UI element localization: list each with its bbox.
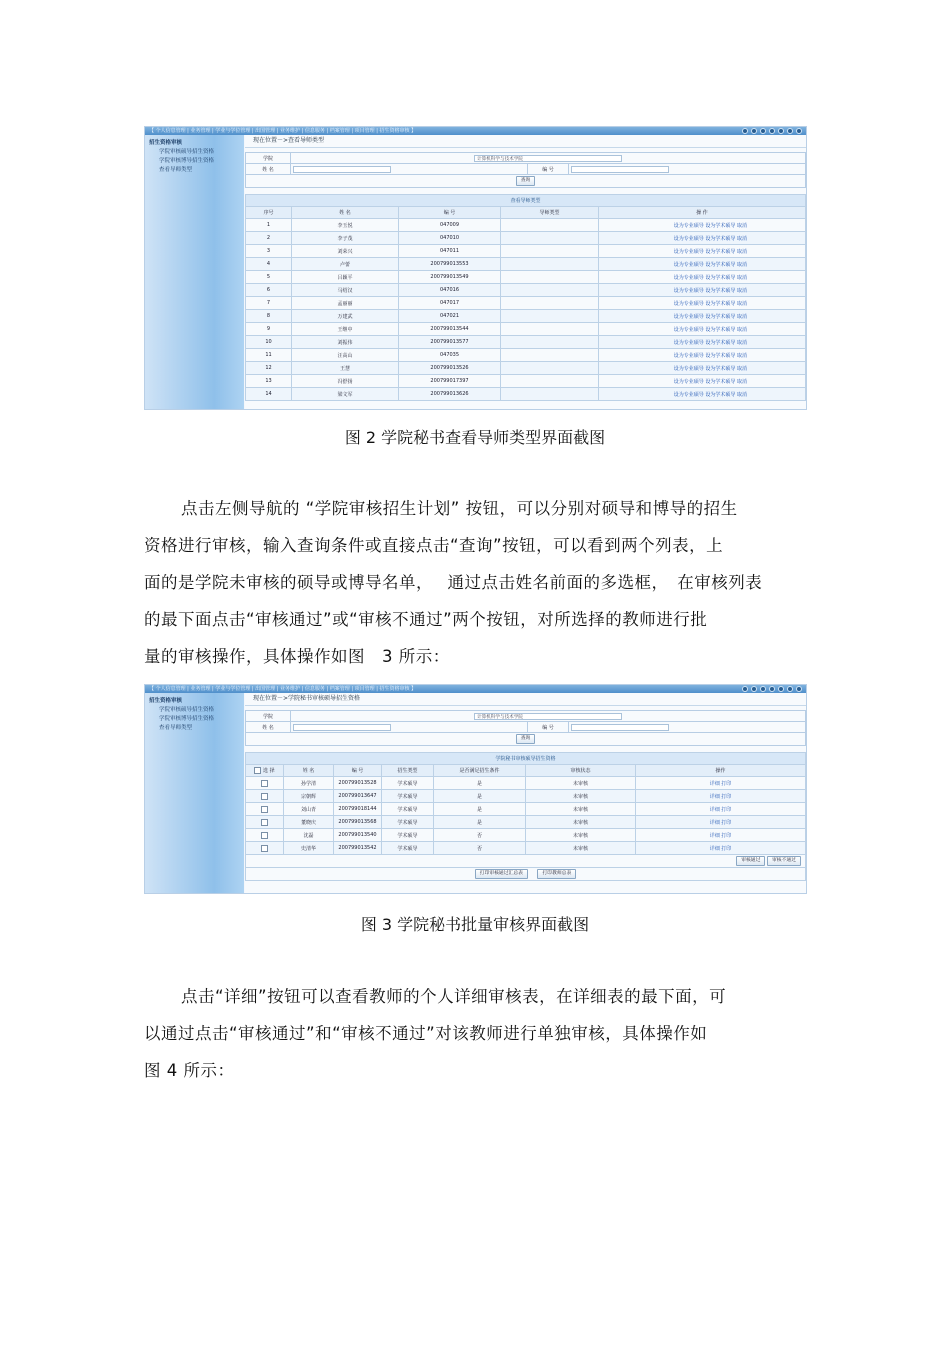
row-number: 5 [246, 271, 292, 284]
set-academic-link[interactable]: 设为学术硕导 [705, 248, 736, 255]
close-icon[interactable] [796, 686, 802, 692]
row-actions [599, 271, 806, 284]
cancel-link[interactable]: 取消 [736, 326, 747, 333]
tutor-type [501, 349, 599, 362]
settings-icon[interactable] [778, 128, 784, 134]
sidebar-item-doctor-review[interactable]: 学院审核博导招生资格 [159, 716, 215, 722]
tutor-type [501, 232, 599, 245]
print-link[interactable]: 打印 [721, 780, 732, 787]
row-number: 13 [246, 375, 292, 388]
paragraph-line: 以通过点击“审核通过”和“审核不通过”对该教师进行单独审核，具体操作如 [144, 1024, 708, 1043]
select-cell [246, 816, 284, 829]
sidebar-item-doctor-review[interactable]: 学院审核博导招生资格 [159, 158, 215, 164]
cancel-link[interactable]: 取消 [736, 300, 747, 307]
tutor-id: 200799013540 [334, 829, 382, 842]
review-status: 未审核 [526, 842, 636, 855]
query-button[interactable]: 查询 [516, 176, 536, 186]
review-status: 未审核 [526, 829, 636, 842]
set-professional-link[interactable]: 设为专业硕导 [673, 248, 704, 255]
figure-2-caption: 图 2 学院秘书查看导师类型界面截图 [344, 428, 606, 447]
tutor-name: 沈磊 [284, 829, 334, 842]
enroll-type: 学术硕导 [382, 777, 434, 790]
enroll-type: 学术硕导 [382, 816, 434, 829]
paragraph-line: 点击“详细”按钮可以查看教师的个人详细审核表，在详细表的最下面，可 [181, 987, 727, 1006]
row-number: 3 [246, 245, 292, 258]
row-number: 7 [246, 297, 292, 310]
tutor-type [501, 284, 599, 297]
select-cell [246, 790, 284, 803]
row-actions [599, 232, 806, 245]
sidebar [145, 693, 244, 893]
set-academic-link[interactable]: 设为学术硕导 [705, 235, 736, 242]
row-actions [599, 310, 806, 323]
tutor-id: 200799013549 [399, 271, 501, 284]
set-professional-link[interactable]: 设为专业硕导 [673, 352, 704, 359]
tutor-name: 史清华 [284, 842, 334, 855]
table-row [246, 258, 806, 271]
table-row [246, 388, 806, 401]
table-row [246, 310, 806, 323]
window-controls [742, 127, 802, 135]
tutor-type [501, 375, 599, 388]
tutor-type [501, 271, 599, 284]
tutor-type [501, 388, 599, 401]
meets-condition: 是 [434, 803, 526, 816]
name-label: 姓 名 [246, 722, 291, 733]
column-header [434, 765, 526, 777]
tutor-name: 孟丽丽 [292, 297, 399, 310]
row-actions [636, 829, 806, 842]
id-input[interactable] [571, 166, 669, 173]
set-academic-link[interactable]: 设为学术硕导 [705, 222, 736, 229]
tutor-type-table [245, 194, 806, 401]
select-cell [246, 803, 284, 816]
main-panel [245, 135, 806, 409]
column-header: 姓 名 [292, 207, 399, 219]
row-actions [599, 219, 806, 232]
college-label: 学院 [246, 153, 291, 164]
print-link[interactable]: 打印 [721, 845, 732, 852]
row-actions [599, 375, 806, 388]
cancel-link[interactable]: 取消 [736, 339, 747, 346]
tutor-id: 047011 [399, 245, 501, 258]
sidebar [145, 135, 244, 409]
table-row [246, 842, 806, 855]
review-status: 未审核 [526, 790, 636, 803]
tutor-name: 梁文军 [292, 388, 399, 401]
row-actions [636, 803, 806, 816]
row-number: 14 [246, 388, 292, 401]
column-header [246, 765, 284, 777]
row-actions [636, 842, 806, 855]
tutor-type [501, 310, 599, 323]
row-number: 9 [246, 323, 292, 336]
column-header [334, 765, 382, 777]
table-row [246, 362, 806, 375]
row-checkbox[interactable] [261, 845, 268, 852]
review-table [245, 752, 806, 881]
tutor-id: 047035 [399, 349, 501, 362]
paragraph-line: 资格进行审核，输入查询条件或直接点击“查询”按钮，可以看到两个列表，上 [144, 536, 724, 555]
table-row [246, 816, 806, 829]
help-icon[interactable] [760, 128, 766, 134]
print-summary-button[interactable]: 打印审核通过汇总表 [475, 869, 528, 879]
table-row [246, 777, 806, 790]
table-row [246, 219, 806, 232]
paragraph-1 [144, 490, 804, 675]
breadcrumb: 现在位置－>学院秘书审核硕导招生资格 [245, 693, 806, 706]
tutor-name: 马绍汉 [292, 284, 399, 297]
set-professional-link[interactable]: 设为专业硕导 [673, 365, 704, 372]
tutor-id: 200799013553 [399, 258, 501, 271]
row-number: 2 [246, 232, 292, 245]
column-header: 操 作 [599, 207, 806, 219]
row-checkbox[interactable] [261, 780, 268, 787]
home-icon[interactable] [742, 128, 748, 134]
set-academic-link[interactable]: 设为学术硕导 [705, 339, 736, 346]
row-number: 6 [246, 284, 292, 297]
column-header [284, 765, 334, 777]
sidebar-header: 招生资格审核 [149, 140, 183, 146]
row-actions [599, 297, 806, 310]
select-cell [246, 842, 284, 855]
detail-link[interactable]: 详细 [709, 845, 720, 852]
cancel-link[interactable]: 取消 [736, 235, 747, 242]
table-row [246, 232, 806, 245]
set-professional-link[interactable]: 设为专业硕导 [673, 313, 704, 320]
table-row [246, 336, 806, 349]
cancel-link[interactable]: 取消 [736, 313, 747, 320]
tutor-name: 吕颖平 [292, 271, 399, 284]
column-header-label: 编 号 [351, 768, 364, 774]
college-select[interactable]: 计算机科学与技术学院 [474, 155, 622, 162]
meets-condition: 否 [434, 829, 526, 842]
sidebar-item-master-review[interactable]: 学院审核硕导招生资格 [159, 149, 215, 155]
cancel-link[interactable]: 取消 [736, 352, 747, 359]
table-row [246, 375, 806, 388]
sidebar-item-tutor-type[interactable]: 查看导师类型 [159, 167, 193, 173]
detail-link[interactable]: 详细 [709, 832, 720, 839]
approve-button[interactable]: 审核通过 [736, 856, 765, 866]
college-label: 学院 [246, 711, 291, 722]
tutor-name: 王继中 [292, 323, 399, 336]
paragraph-line: 面的是学院未审核的硕导或博导名单， 通过点击姓名前面的多选框， 在审核列表 [144, 573, 763, 592]
detail-link[interactable]: 详细 [709, 793, 720, 800]
tutor-name: 刘荣兴 [292, 245, 399, 258]
row-number: 8 [246, 310, 292, 323]
row-actions [636, 790, 806, 803]
id-label: 编 号 [528, 164, 569, 175]
paragraph-line: 图 4 所示： [144, 1061, 235, 1080]
print-link[interactable]: 打印 [721, 793, 732, 800]
set-academic-link[interactable]: 设为学术硕导 [705, 313, 736, 320]
meets-condition: 是 [434, 816, 526, 829]
user-icon[interactable] [769, 128, 775, 134]
tutor-id: 047017 [399, 297, 501, 310]
query-form [245, 710, 806, 746]
row-actions [636, 777, 806, 790]
tutor-type [501, 258, 599, 271]
row-number: 11 [246, 349, 292, 362]
enroll-type: 学术硕导 [382, 842, 434, 855]
cancel-link[interactable]: 取消 [736, 287, 747, 294]
row-actions [599, 349, 806, 362]
tutor-name: 孙学清 [284, 777, 334, 790]
sidebar-item-master-review[interactable]: 学院审核硕导招生资格 [159, 707, 215, 713]
tutor-name: 冯舒扬 [292, 375, 399, 388]
set-academic-link[interactable]: 设为学术硕导 [705, 391, 736, 398]
tutor-name: 万建武 [292, 310, 399, 323]
detail-link[interactable]: 详细 [709, 806, 720, 813]
meets-condition: 是 [434, 790, 526, 803]
id-label: 编 号 [528, 722, 569, 733]
tutor-id: 200799013626 [399, 388, 501, 401]
cancel-link[interactable]: 取消 [736, 274, 747, 281]
column-header-label: 操作 [715, 768, 726, 774]
row-actions [599, 388, 806, 401]
set-academic-link[interactable]: 设为学术硕导 [705, 287, 736, 294]
table-caption: 学院秘书审核硕导招生资格 [246, 753, 806, 765]
table-row [246, 790, 806, 803]
row-number: 12 [246, 362, 292, 375]
query-button[interactable]: 查询 [516, 734, 536, 744]
column-header-label: 选 择 [263, 768, 275, 774]
set-academic-link[interactable]: 设为学术硕导 [705, 352, 736, 359]
set-professional-link[interactable]: 设为专业硕导 [673, 287, 704, 294]
row-checkbox[interactable] [261, 806, 268, 813]
name-label: 姓 名 [246, 164, 291, 175]
print-link[interactable]: 打印 [721, 832, 732, 839]
cancel-link[interactable]: 取消 [736, 248, 747, 255]
figure-3-caption: 图 3 学院秘书批量审核界面截图 [360, 915, 590, 934]
set-academic-link[interactable]: 设为学术硕导 [705, 365, 736, 372]
query-form [245, 152, 806, 188]
cancel-link[interactable]: 取消 [736, 365, 747, 372]
enroll-type: 学术硕导 [382, 829, 434, 842]
set-professional-link[interactable]: 设为专业硕导 [673, 339, 704, 346]
tutor-name: 宗朝辉 [284, 790, 334, 803]
tutor-type [501, 245, 599, 258]
exit-icon[interactable] [787, 686, 793, 692]
cancel-link[interactable]: 取消 [736, 222, 747, 229]
name-input[interactable] [293, 166, 391, 173]
detail-link[interactable]: 详细 [709, 819, 720, 826]
home-icon[interactable] [742, 686, 748, 692]
row-actions [599, 336, 806, 349]
set-academic-link[interactable]: 设为学术硕导 [705, 274, 736, 281]
column-header: 序号 [246, 207, 292, 219]
row-checkbox[interactable] [261, 819, 268, 826]
tutor-type [501, 323, 599, 336]
review-status: 未审核 [526, 816, 636, 829]
tutor-name: 汪高山 [292, 349, 399, 362]
row-actions [599, 362, 806, 375]
reject-button[interactable]: 审核不通过 [767, 856, 801, 866]
table-row [246, 271, 806, 284]
set-academic-link[interactable]: 设为学术硕导 [705, 300, 736, 307]
top-nav-bar [145, 127, 806, 135]
tutor-id: 200799013528 [334, 777, 382, 790]
set-professional-link[interactable]: 设为专业硕导 [673, 300, 704, 307]
refresh-icon[interactable] [751, 128, 757, 134]
paragraph-line: 量的审核操作，具体操作如图 3 所示： [144, 647, 450, 666]
tutor-id: 047010 [399, 232, 501, 245]
sidebar-header: 招生资格审核 [149, 698, 183, 704]
column-header: 导师类型 [501, 207, 599, 219]
select-cell [246, 777, 284, 790]
table-row [246, 323, 806, 336]
table-row [246, 245, 806, 258]
window-controls [742, 685, 802, 693]
tutor-id: 200799013647 [334, 790, 382, 803]
refresh-icon[interactable] [751, 686, 757, 692]
tutor-id: 200799013568 [334, 816, 382, 829]
tutor-id: 200799018144 [334, 803, 382, 816]
cancel-link[interactable]: 取消 [736, 391, 747, 398]
main-panel [245, 693, 806, 893]
print-link[interactable]: 打印 [721, 819, 732, 826]
row-number: 10 [246, 336, 292, 349]
column-header-label: 招生类型 [397, 768, 418, 774]
review-status: 未审核 [526, 777, 636, 790]
set-academic-link[interactable]: 设为学术硕导 [705, 326, 736, 333]
set-academic-link[interactable]: 设为学术硕导 [705, 261, 736, 268]
table-caption: 查看导师类型 [246, 195, 806, 207]
set-professional-link[interactable]: 设为专业硕导 [673, 261, 704, 268]
set-professional-link[interactable]: 设为专业硕导 [673, 222, 704, 229]
help-icon[interactable] [760, 686, 766, 692]
column-header [636, 765, 806, 777]
name-input[interactable] [293, 724, 391, 731]
set-professional-link[interactable]: 设为专业硕导 [673, 235, 704, 242]
set-professional-link[interactable]: 设为专业硕导 [673, 378, 704, 385]
row-actions [599, 258, 806, 271]
tutor-id: 047021 [399, 310, 501, 323]
top-nav-menu[interactable]: 【 个人信息管理 | 业务管理 | 学业与学位管理 | 出国管理 | 业务维护 | 信息服务 | 档案管理 | 项目管理 | 招生资格审核 】 [149, 128, 417, 134]
tutor-type [501, 362, 599, 375]
tutor-id: 200799013542 [334, 842, 382, 855]
tutor-id: 047009 [399, 219, 501, 232]
tutor-name: 卢蕾 [292, 258, 399, 271]
tutor-name: 王慧 [292, 362, 399, 375]
tutor-type [501, 336, 599, 349]
paragraph-2 [144, 978, 804, 1089]
detail-link[interactable]: 详细 [709, 780, 720, 787]
table-row [246, 284, 806, 297]
row-checkbox[interactable] [261, 793, 268, 800]
sidebar-item-tutor-type[interactable]: 查看导师类型 [159, 725, 193, 731]
tutor-name: 李玉悦 [292, 219, 399, 232]
set-academic-link[interactable]: 设为学术硕导 [705, 378, 736, 385]
row-number: 1 [246, 219, 292, 232]
settings-icon[interactable] [778, 686, 784, 692]
paragraph-line: 的最下面点击“审核通过”或“审核不通过”两个按钮，对所选择的教师进行批 [144, 610, 708, 629]
enroll-type: 学术硕导 [382, 803, 434, 816]
college-select[interactable]: 计算机科学与技术学院 [474, 713, 622, 720]
select-all-checkbox[interactable] [254, 767, 261, 774]
figure-3-screenshot [144, 684, 807, 894]
table-row [246, 829, 806, 842]
column-header [382, 765, 434, 777]
tutor-name: 李子茂 [292, 232, 399, 245]
row-number: 4 [246, 258, 292, 271]
review-status: 未审核 [526, 803, 636, 816]
breadcrumb: 现在位置－>查看导师类型 [245, 135, 806, 148]
column-header-label: 姓 名 [302, 768, 315, 774]
select-cell [246, 829, 284, 842]
set-professional-link[interactable]: 设为专业硕导 [673, 391, 704, 398]
user-icon[interactable] [769, 686, 775, 692]
top-nav-bar [145, 685, 806, 693]
tutor-id: 047016 [399, 284, 501, 297]
row-checkbox[interactable] [261, 832, 268, 839]
tutor-type [501, 219, 599, 232]
tutor-name: 刘振伟 [292, 336, 399, 349]
tutor-id: 200799017397 [399, 375, 501, 388]
row-actions [636, 816, 806, 829]
row-actions [599, 245, 806, 258]
print-link[interactable]: 打印 [721, 806, 732, 813]
print-teacher-button[interactable]: 打印教师总表 [537, 869, 576, 879]
paragraph-line: 点击左侧导航的 “学院审核招生计划” 按钮，可以分别对硕导和博导的招生 [181, 499, 738, 518]
meets-condition: 否 [434, 842, 526, 855]
enroll-type: 学术硕导 [382, 790, 434, 803]
set-professional-link[interactable]: 设为专业硕导 [673, 326, 704, 333]
tutor-name: 董晓庆 [284, 816, 334, 829]
table-row [246, 803, 806, 816]
row-actions [599, 284, 806, 297]
tutor-id: 200799013526 [399, 362, 501, 375]
tutor-id: 200799013577 [399, 336, 501, 349]
tutor-type [501, 297, 599, 310]
cancel-link[interactable]: 取消 [736, 378, 747, 385]
column-header-label: 审核状态 [570, 768, 591, 774]
id-input[interactable] [571, 724, 669, 731]
column-header: 编 号 [399, 207, 501, 219]
exit-icon[interactable] [787, 128, 793, 134]
tutor-name: 刘山青 [284, 803, 334, 816]
tutor-id: 200799013544 [399, 323, 501, 336]
close-icon[interactable] [796, 128, 802, 134]
meets-condition: 是 [434, 777, 526, 790]
cancel-link[interactable]: 取消 [736, 261, 747, 268]
set-professional-link[interactable]: 设为专业硕导 [673, 274, 704, 281]
figure-2-screenshot [144, 126, 807, 410]
top-nav-menu[interactable]: 【 个人信息管理 | 业务管理 | 学业与学位管理 | 出国管理 | 业务维护 | 信息服务 | 档案管理 | 项目管理 | 招生资格审核 】 [149, 686, 417, 692]
table-row [246, 349, 806, 362]
column-header-label: 是否满足招生条件 [459, 768, 500, 774]
row-actions [599, 323, 806, 336]
table-row [246, 297, 806, 310]
column-header [526, 765, 636, 777]
